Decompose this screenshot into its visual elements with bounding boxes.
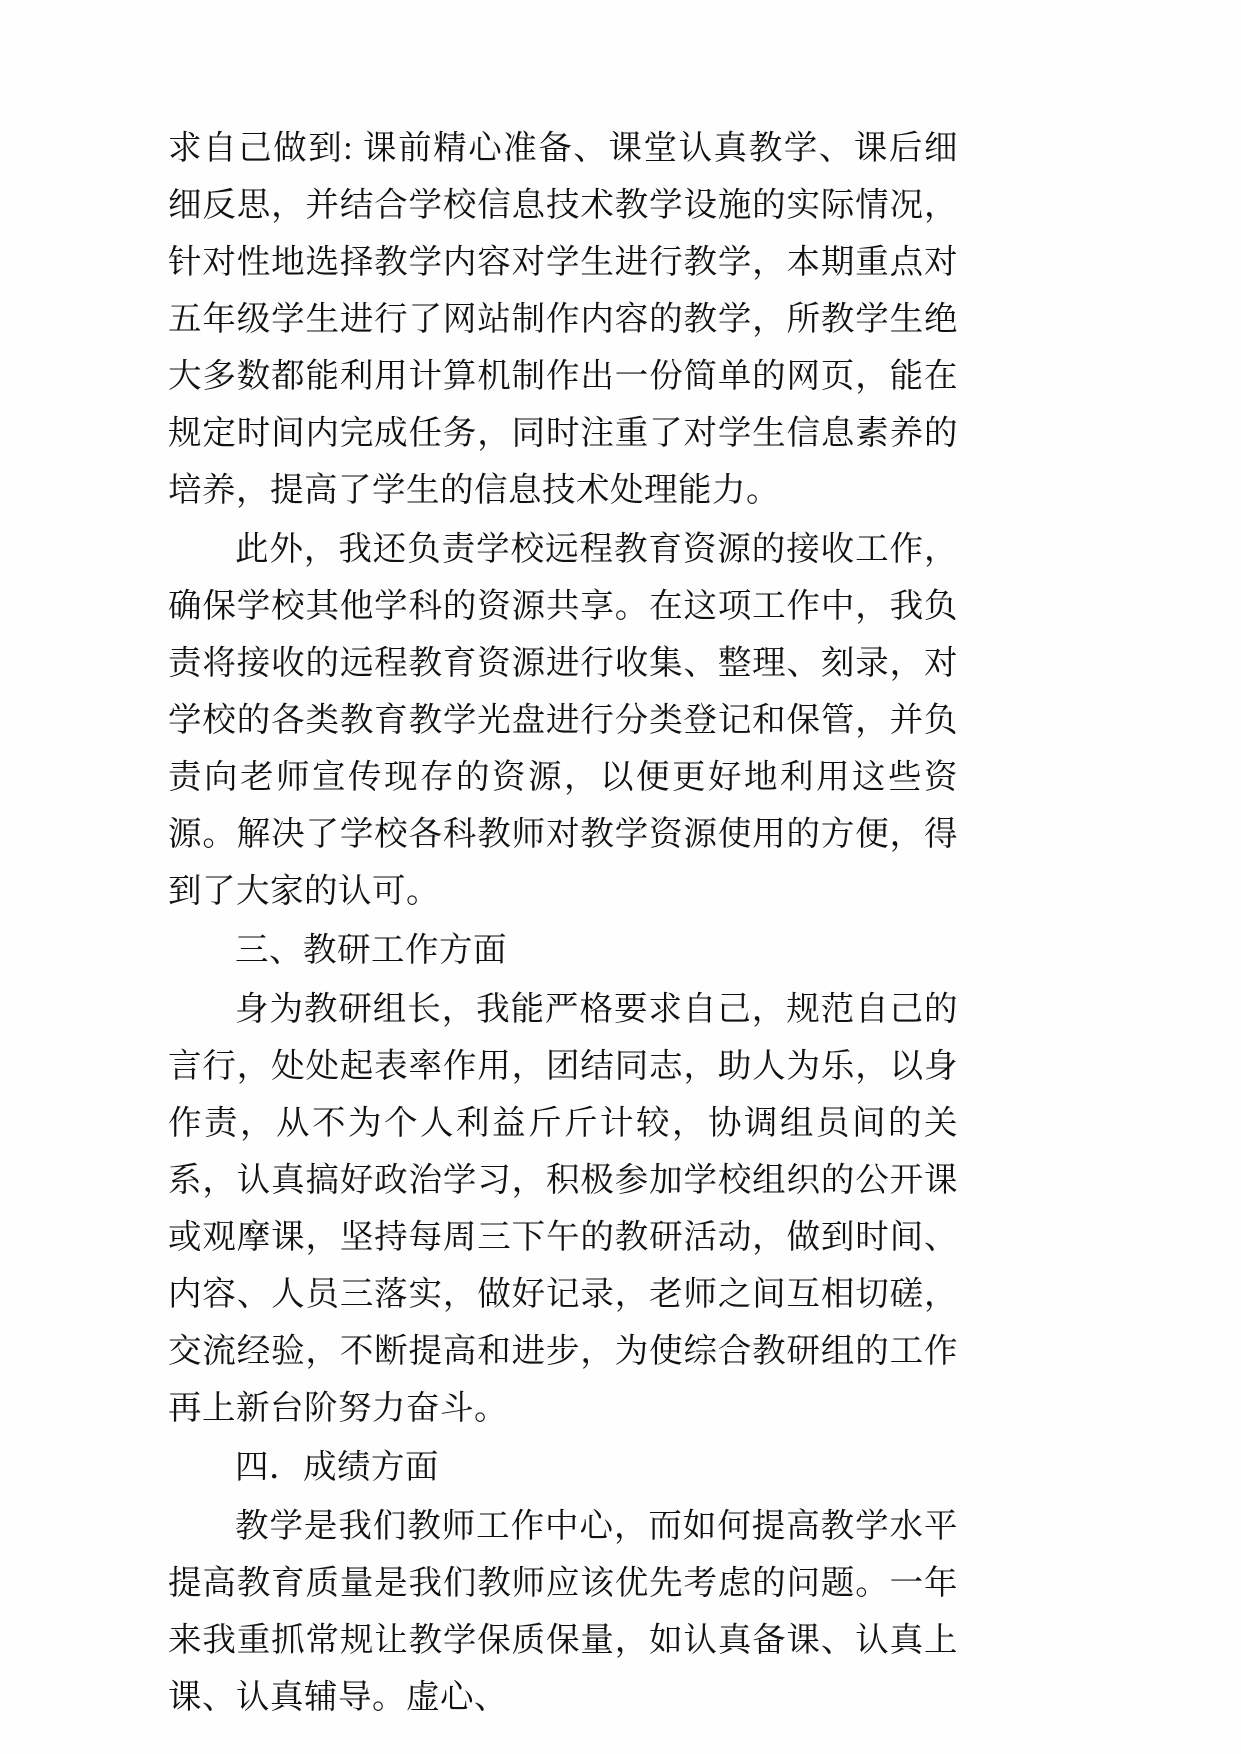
document-body: [168, 120, 958, 1728]
paragraph-achievements: 教学是我们教师工作中心，而如何提高教学水平提高教育质量是我们教师应该优先考虑的问题。一年来我重抓常规让教学保质保量，如认真备课、认真上课、认真辅导。虚心、: [168, 1508, 958, 1716]
paragraph-continuation: 求自己做到: 课前精心准备、课堂认真教学、课后细细反思，并结合学校信息技术教学设施的实际情况，针对性地选择教学内容对学生进行教学，本期重点对五年级学生进行了网站制作内容的教学，所教学生绝大多数都能利用计算机制作出一份简单的网页，能在规定时间内完成任务，同时注重了对学生信息素养的培养，提高了学生的信息技术处理能力。: [168, 130, 958, 509]
paragraph-teaching-research-group-leader: 身为教研组长，我能严格要求自己，规范自己的言行，处处起表率作用，团结同志，助人为乐，以身作责，从不为个人利益斤斤计较，协调组员间的关系，认真搞好政治学习，积极参加学校组织的公开课或观摩课，坚持每周三下午的教研活动，做到时间、内容、人员三落实，做好记录，老师之间互相切磋，交流经验，不断提高和进步，为使综合教研组的工作再上新台阶努力奋斗。: [168, 991, 958, 1427]
section-heading-achievements: 四．成绩方面: [235, 1449, 439, 1486]
section-heading-teaching-research: 三、教研工作方面: [235, 932, 507, 969]
paragraph-remote-education-resources: 此外，我还负责学校远程教育资源的接收工作，确保学校其他学科的资源共享。在这项工作中，我负责将接收的远程教育资源进行收集、整理、刻录，对学校的各类教育教学光盘进行分类登记和保管，并负责向老师宣传现存的资源，以便更好地利用这些资源。解决了学校各科教师对教学资源使用的方便，得到了大家的认可。: [168, 531, 958, 910]
